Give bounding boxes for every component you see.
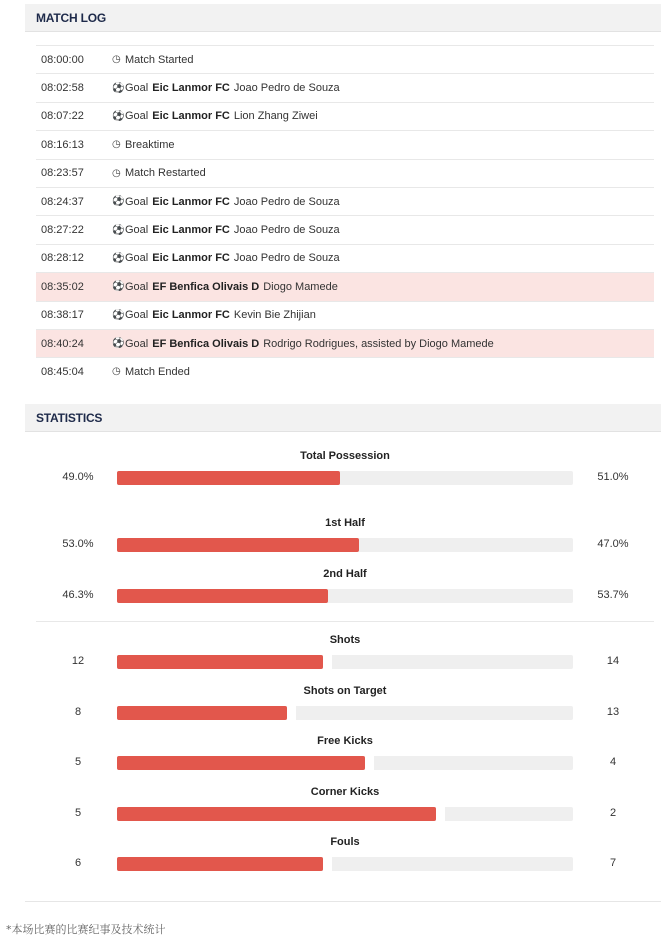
match-log-list: [36, 45, 654, 386]
event-type: Goal: [125, 337, 149, 350]
event-detail: Joao Pedro de Souza: [233, 224, 340, 237]
log-row: [36, 244, 654, 272]
log-row: [36, 130, 654, 158]
stat-right-value: 47.0%: [597, 538, 629, 550]
clock-icon: ◷: [112, 54, 121, 66]
stat-right-value: 7: [609, 857, 617, 869]
stat-1st-half: [25, 517, 661, 557]
stat-total-possession: [25, 450, 661, 490]
event-detail: Rodrigo Rodrigues, assisted by Diogo Mamede: [263, 337, 494, 350]
event-time: 08:16:13: [41, 138, 84, 151]
event-detail: Lion Zhang Ziwei: [233, 110, 318, 123]
stat-left-value: 5: [74, 807, 82, 819]
stat-label: Free Kicks: [317, 735, 373, 747]
event-detail: Kevin Bie Zhijian: [233, 309, 316, 322]
stat-right-value: 4: [609, 756, 617, 768]
stat-shots: [25, 634, 661, 674]
event-team: EF Benfica Olivais D: [152, 337, 260, 350]
log-row: [36, 272, 654, 300]
stat-right-value: 13: [606, 706, 620, 718]
stat-2nd-half: [25, 568, 661, 608]
stat-left-value: 46.3%: [62, 589, 94, 601]
event-time: 08:27:22: [41, 224, 84, 237]
event-time: 08:38:17: [41, 309, 84, 322]
event-type: Match Restarted: [125, 167, 206, 180]
event-detail: Diogo Mamede: [263, 280, 338, 293]
event-type: Match Started: [125, 53, 194, 66]
event-time: 08:35:02: [41, 280, 84, 293]
statistics-header: STATISTICS: [25, 404, 661, 432]
event-type: Match Ended: [125, 365, 190, 378]
stat-bar-fill: [117, 589, 328, 603]
stat-bar-fill: [117, 538, 359, 552]
stat-bar-fill: [117, 471, 340, 485]
ball-icon: ⚽: [112, 196, 125, 208]
clock-icon: ◷: [112, 366, 121, 378]
log-row: [36, 102, 654, 130]
clock-icon: ◷: [112, 167, 121, 179]
ball-icon: ⚽: [112, 224, 125, 236]
statistics-divider: [36, 621, 654, 622]
footnote: *本场比赛的比赛纪事及技术统计: [6, 923, 166, 936]
event-detail: Joao Pedro de Souza: [233, 252, 340, 265]
stat-shots-on-target: [25, 685, 661, 725]
event-type: Goal: [125, 309, 149, 322]
log-row: [36, 215, 654, 243]
ball-icon: ⚽: [112, 309, 125, 321]
event-type: Goal: [125, 224, 149, 237]
stat-right-value: 14: [606, 655, 620, 667]
stat-bar-fill: [117, 655, 323, 669]
stat-bar-gap: [323, 655, 332, 669]
stat-fouls: [25, 836, 661, 876]
ball-icon: ⚽: [112, 281, 125, 293]
stat-corner-kicks: [25, 786, 661, 826]
ball-icon: ⚽: [112, 252, 125, 264]
stat-right-value: 2: [609, 807, 617, 819]
log-row: [36, 45, 654, 73]
event-time: 08:02:58: [41, 82, 84, 95]
stat-right-value: 51.0%: [597, 471, 629, 483]
stat-label: Shots: [329, 634, 361, 646]
stat-left-value: 53.0%: [62, 538, 94, 550]
event-team: Eic Lanmor FC: [152, 252, 230, 265]
stat-left-value: 12: [71, 655, 85, 667]
event-team: Eic Lanmor FC: [152, 82, 230, 95]
event-type: Goal: [125, 252, 149, 265]
event-type: Goal: [125, 280, 149, 293]
ball-icon: ⚽: [112, 338, 125, 350]
stat-left-value: 8: [74, 706, 82, 718]
ball-icon: ⚽: [112, 82, 125, 94]
event-time: 08:00:00: [41, 53, 84, 66]
event-team: Eic Lanmor FC: [152, 309, 230, 322]
stat-free-kicks: [25, 735, 661, 775]
event-team: Eic Lanmor FC: [152, 110, 230, 123]
event-type: Goal: [125, 110, 149, 123]
log-row: [36, 73, 654, 101]
event-time: 08:24:37: [41, 195, 84, 208]
stat-left-value: 5: [74, 756, 82, 768]
stat-label: Corner Kicks: [310, 786, 380, 798]
event-detail: Joao Pedro de Souza: [233, 195, 340, 208]
stat-bar-gap: [365, 756, 374, 770]
log-row: [36, 187, 654, 215]
stat-label: Fouls: [330, 836, 360, 848]
stat-bar-fill: [117, 756, 365, 770]
event-time: 08:45:04: [41, 365, 84, 378]
stat-bar-gap: [287, 706, 296, 720]
stat-right-value: 53.7%: [597, 589, 629, 601]
event-type: Goal: [125, 82, 149, 95]
event-team: Eic Lanmor FC: [152, 195, 230, 208]
stat-bar-gap: [323, 857, 332, 871]
stat-bar-fill: [117, 807, 436, 821]
stat-label: Shots on Target: [303, 685, 387, 697]
clock-icon: ◷: [112, 139, 121, 151]
ball-icon: ⚽: [112, 110, 125, 122]
log-row: [36, 301, 654, 329]
stat-left-value: 6: [74, 857, 82, 869]
event-detail: Joao Pedro de Souza: [233, 82, 340, 95]
event-time: 08:07:22: [41, 110, 84, 123]
event-time: 08:40:24: [41, 337, 84, 350]
stat-label: 1st Half: [325, 517, 365, 529]
event-type: Breaktime: [125, 138, 175, 151]
stat-left-value: 49.0%: [62, 471, 94, 483]
log-row: [36, 357, 654, 385]
statistics-panel: [25, 432, 661, 902]
event-type: Goal: [125, 195, 149, 208]
log-row: [36, 159, 654, 187]
event-time: 08:23:57: [41, 167, 84, 180]
stat-bar-gap: [436, 807, 445, 821]
stat-label: 2nd Half: [323, 568, 367, 580]
match-log-header: MATCH LOG: [25, 4, 661, 32]
log-row: [36, 329, 654, 357]
event-team: Eic Lanmor FC: [152, 224, 230, 237]
stat-label: Total Possession: [300, 450, 390, 462]
event-time: 08:28:12: [41, 252, 84, 265]
stat-bar-fill: [117, 857, 323, 871]
stat-bar-fill: [117, 706, 287, 720]
event-team: EF Benfica Olivais D: [152, 280, 260, 293]
